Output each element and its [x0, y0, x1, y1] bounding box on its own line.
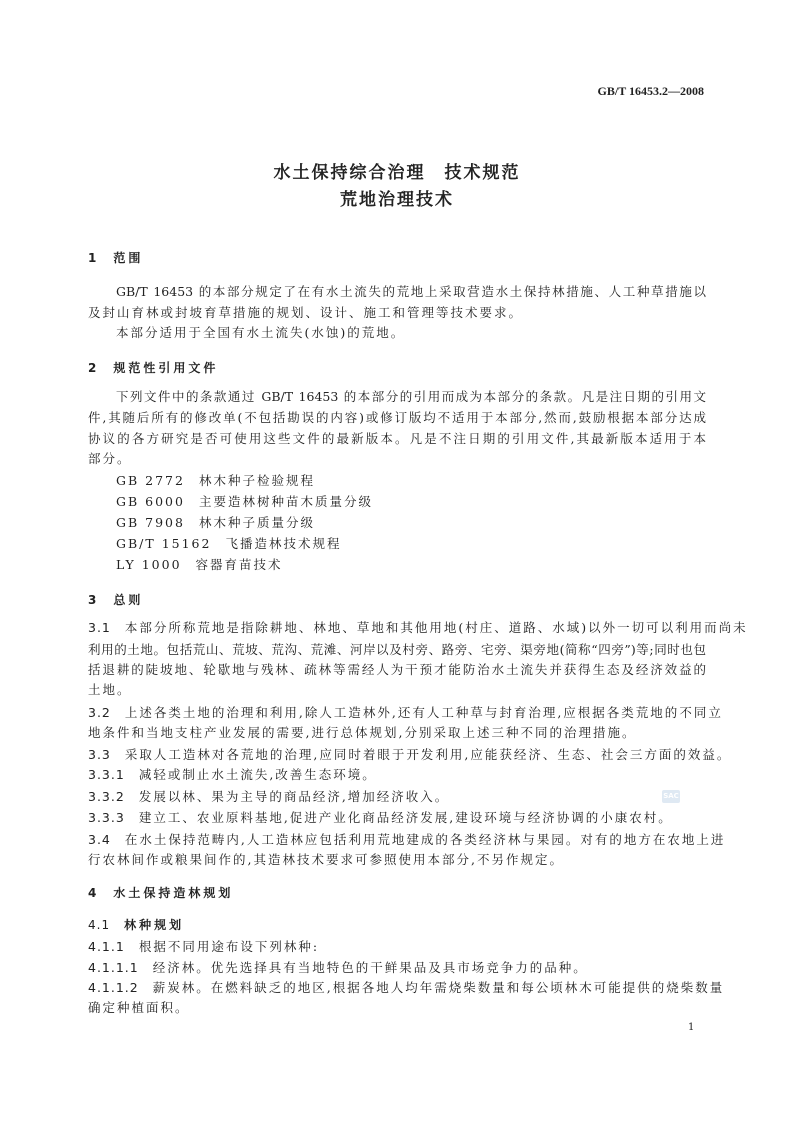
- paragraph-line: 土地。: [88, 682, 132, 697]
- paragraph-line: 下列文件中的条款通过 GB/T 16453 的本部分的引用而成为本部分的条款。凡是注日期的引用文: [116, 389, 706, 404]
- paragraph-line: 确定种植面积。: [88, 1000, 190, 1015]
- paragraph-line: 利用的土地。包括荒山、荒坡、荒沟、荒滩、河岸以及村旁、路旁、宅旁、渠旁地(简称“四旁”)等;同时也包: [88, 642, 706, 657]
- clause-4-1-1-1: 4.1.1.1 经济林。优先选择具有当地特色的干鲜果品及具市场竞争力的品种。: [88, 960, 588, 975]
- paragraph-line: 部分。: [88, 451, 132, 466]
- paragraph-line: 及封山育林或封坡育草措施的规划、设计、施工和管理等技术要求。: [88, 305, 524, 320]
- clause-4-1-1: 4.1.1 根据不同用途布设下列林种:: [88, 939, 320, 954]
- paragraph-line: 本部分适用于全国有水土流失(水蚀)的荒地。: [116, 325, 406, 340]
- standard-number: GB/T 16453.2—2008: [597, 84, 704, 98]
- clause-4-1-1-2: 4.1.1.2 薪炭林。在燃料缺乏的地区,根据各地人均年需烧柴数量和每公顷林木可能提供的烧柴数量: [88, 980, 725, 995]
- document-title: 水土保持综合治理 技术规范: [273, 163, 521, 183]
- reference-item: GB/T 15162 飞播造林技术规程: [116, 536, 342, 551]
- clause-3-3-2: 3.3.2 发展以林、果为主导的商品经济,增加经济收入。: [88, 789, 450, 804]
- document-subtitle: 荒地治理技术: [340, 190, 454, 210]
- paragraph-line: 行农林间作或粮果间作的,其造林技术要求可参照使用本部分,不另作规定。: [88, 852, 564, 867]
- clause-3-3: 3.3 采取人工造林对各荒地的治理,应同时着眼于开发利用,应能获经济、生态、社会三方面的效益。: [88, 747, 732, 762]
- reference-item: GB 7908 林木种子质量分级: [116, 515, 315, 530]
- clause-3-1: 3.1 本部分所称荒地是指除耕地、林地、草地和其他用地(村庄、道路、水域)以外一切可以利用而尚未: [88, 620, 748, 635]
- paragraph-line: 协议的各方研究是否可使用这些文件的最新版本。凡是不注日期的引用文件,其最新版本适用于本: [88, 431, 706, 446]
- page-number: 1: [688, 1022, 695, 1033]
- reference-item: LY 1000 容器育苗技术: [116, 557, 283, 572]
- clause-3-3-3: 3.3.3 建立工、农业原料基地,促进产业化商品经济发展,建设环境与经济协调的小康农村。: [88, 810, 673, 825]
- section-4-heading: 4 水土保持造林规划: [88, 886, 234, 900]
- clause-3-3-1: 3.3.1 减轻或制止水土流失,改善生态环境。: [88, 767, 377, 782]
- clause-3-4: 3.4 在水土保持范畴内,人工造林应包括利用荒地建成的各类经济林与果园。对有的地方在农地上进: [88, 832, 726, 847]
- clause-4-1-heading: 4.1 林种规划: [88, 918, 185, 932]
- section-3-heading: 3 总则: [88, 593, 144, 607]
- reference-item: GB 2772 林木种子检验规程: [116, 473, 315, 488]
- section-2-heading: 2 规范性引用文件: [88, 361, 219, 375]
- reference-item: GB 6000 主要造林树种苗木质量分级: [116, 494, 373, 509]
- paragraph-line: 件,其随后所有的修改单(不包括勘误的内容)或修订版均不适用于本部分,然而,鼓励根据本部分达成: [88, 410, 706, 425]
- sac-watermark-logo: SAC: [662, 790, 680, 803]
- paragraph-line: 括退耕的陡坡地、轮歇地与残林、疏林等需经人为干预才能防治水土流失并获得生态及经济效益的: [88, 662, 706, 677]
- section-1-heading: 1 范围: [88, 251, 144, 265]
- paragraph-line: 地条件和当地支柱产业发展的需要,进行总体规划,分别采取上述三种不同的治理措施。: [88, 725, 637, 740]
- clause-3-2: 3.2 上述各类土地的治理和利用,除人工造林外,还有人工种草与封育治理,应根据各类荒地的不同立: [88, 705, 723, 720]
- paragraph-line: GB/T 16453 的本部分规定了在有水土流失的荒地上采取营造水土保持林措施、人工种草措施以: [116, 284, 706, 299]
